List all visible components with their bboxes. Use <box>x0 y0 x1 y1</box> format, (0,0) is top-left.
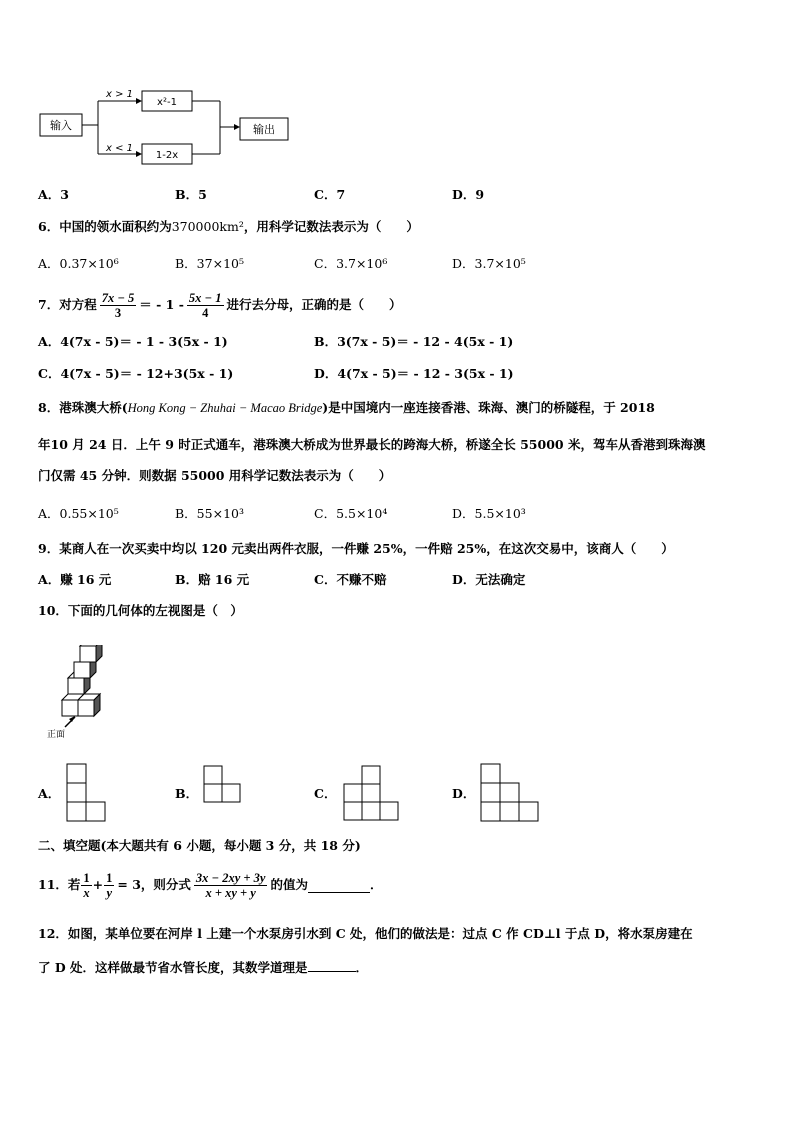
q7-option-b: B．3(7x - 5)＝ - 12 - 4(5x - 1) <box>314 334 514 349</box>
q10-option-d-label: D． <box>452 786 476 801</box>
q11-f2-num: 1 <box>106 870 113 885</box>
q8-option-a: A．0.55×10⁵ <box>38 506 119 521</box>
q6-option-b: B．37×10⁵ <box>175 256 244 271</box>
q7-frac1-den: 3 <box>114 305 122 320</box>
q11-fraction-3 <box>194 871 268 900</box>
q10-stem: 10．下面的几何体的左视图是（ ） <box>38 603 243 618</box>
q11-suffix: 的值为 <box>270 877 308 892</box>
section-2-title: 二、填空题(本大题共有 6 小题，每小题 3 分，共 18 分) <box>38 838 361 853</box>
q5-option-c: C．7 <box>314 187 346 202</box>
q10-option-a-figure <box>66 763 110 825</box>
q11-f1-den: x <box>83 885 90 900</box>
q12-answer-blank[interactable] <box>308 957 356 972</box>
q10-option-a-label: A． <box>38 786 61 801</box>
q7-option-c: C．4(7x - 5)＝ - 12+3(5x - 1) <box>38 366 234 381</box>
q8-line1-b: )是中国境内一座连接香港、珠海、澳门的桥隧程，于 2018 <box>322 400 655 415</box>
q5-option-d: D．9 <box>452 187 485 202</box>
q11-eq: = 3，则分式 <box>117 877 191 892</box>
q11-f3-num: 3x − 2xy + 3y <box>195 870 266 885</box>
q7-stem-b: 进行去分母，正确的是（ ） <box>226 297 402 312</box>
q7-stem-a: 7．对方程 <box>38 297 97 312</box>
q7-option-d: D．4(7x - 5)＝ - 12 - 3(5x - 1) <box>314 366 514 381</box>
output-label: 输出 <box>253 123 275 136</box>
q12-line-1: 12．如图，某单位要在河岸 l 上建一个水泵房引水到 C 处，他们的做法是：过点 C 作 CD⊥l 于点 D，将水泵房建在 <box>38 926 693 941</box>
q6-stem-value: 370000km² <box>171 219 244 234</box>
q12-line-2 <box>38 957 368 976</box>
q5-option-a: A．3 <box>38 187 69 202</box>
q11-fraction-1 <box>81 871 91 900</box>
q11-plus: + <box>92 877 104 892</box>
q8-option-c: C．5.5×10⁴ <box>314 506 388 521</box>
q8-option-d: D．5.5×10³ <box>452 506 526 521</box>
condition-bottom: x < 1 <box>106 143 134 154</box>
q6-option-c: C．3.7×10⁶ <box>314 256 388 271</box>
q12-line2-text: 了 D 处．这样做最节省水管长度，其数学道理是 <box>38 960 308 975</box>
q6-stem-b: ，用科学记数法表示为（ ） <box>243 219 419 234</box>
q7-option-a: A．4(7x - 5)＝ - 1 - 3(5x - 1) <box>38 334 228 349</box>
q11-stem <box>38 864 383 906</box>
q9-option-c: C．不赚不赔 <box>314 572 387 587</box>
q7-stem <box>38 287 402 323</box>
q8-option-b: B．55×10³ <box>175 506 244 521</box>
condition-top: x > 1 <box>106 89 134 100</box>
q8-line-1 <box>38 400 655 416</box>
flowchart <box>38 85 298 165</box>
q7-frac2-den: 4 <box>202 305 209 320</box>
q8-line-2: 年10 月 24 日．上午 9 时正式通车，港珠澳大桥成为世界最长的跨海大桥，桥遂全长 55000 米，驾车从香港到珠海澳 <box>38 437 706 452</box>
q6-stem <box>38 219 419 235</box>
q8-line1-a: 8．港珠澳大桥( <box>38 400 128 415</box>
q10-option-c-figure <box>343 765 403 825</box>
q10-option-c-label: C． <box>314 786 337 801</box>
q11-fraction-2 <box>104 871 114 900</box>
q8-line1-en: Hong Kong − Zhuhai − Macao Bridge <box>127 401 323 415</box>
q11-prefix: 11．若 <box>38 877 81 892</box>
q7-stem-mid: ＝ - 1 - <box>139 297 184 312</box>
q11-end: ． <box>369 877 383 892</box>
q6-option-a: A．0.37×10⁶ <box>38 256 119 271</box>
cube-stack-figure <box>40 645 120 740</box>
q7-frac2-num: 5x − 1 <box>188 290 222 305</box>
box-bottom-label: 1-2x <box>155 150 179 161</box>
q11-f2-den: y <box>106 885 113 900</box>
box-top-label: x²-1 <box>157 97 177 108</box>
input-label: 输入 <box>50 119 72 132</box>
q7-fraction-1 <box>100 291 137 320</box>
q11-f3-den: x + xy + y <box>205 885 256 900</box>
q5-option-b: B．5 <box>175 187 207 202</box>
q10-option-b-label: B． <box>175 786 199 801</box>
q7-frac1-num: 7x − 5 <box>101 290 135 305</box>
q9-stem: 9．某商人在一次买卖中均以 120 元卖出两件衣服，一件赚 25%，一件赔 25%，在这次交易中，该商人（ ） <box>38 541 674 556</box>
q9-option-b: B．赔 16 元 <box>175 572 250 587</box>
q7-fraction-2 <box>187 291 224 320</box>
q9-option-a: A．赚 16 元 <box>38 572 112 587</box>
q12-line2-end: ． <box>355 960 369 975</box>
front-label: 正面 <box>47 730 66 740</box>
q11-f1-num: 1 <box>83 870 90 885</box>
q11-answer-blank[interactable] <box>308 878 370 893</box>
q6-stem-a: 6．中国的领水面积约为 <box>38 219 172 234</box>
q9-option-d: D．无法确定 <box>452 572 526 587</box>
q10-option-d-figure <box>480 763 542 825</box>
q6-option-d: D．3.7×10⁵ <box>452 256 526 271</box>
q10-option-b-figure <box>203 765 245 807</box>
q8-line-3: 门仅需 45 分钟．则数据 55000 用科学记数法表示为（ ） <box>38 468 392 483</box>
